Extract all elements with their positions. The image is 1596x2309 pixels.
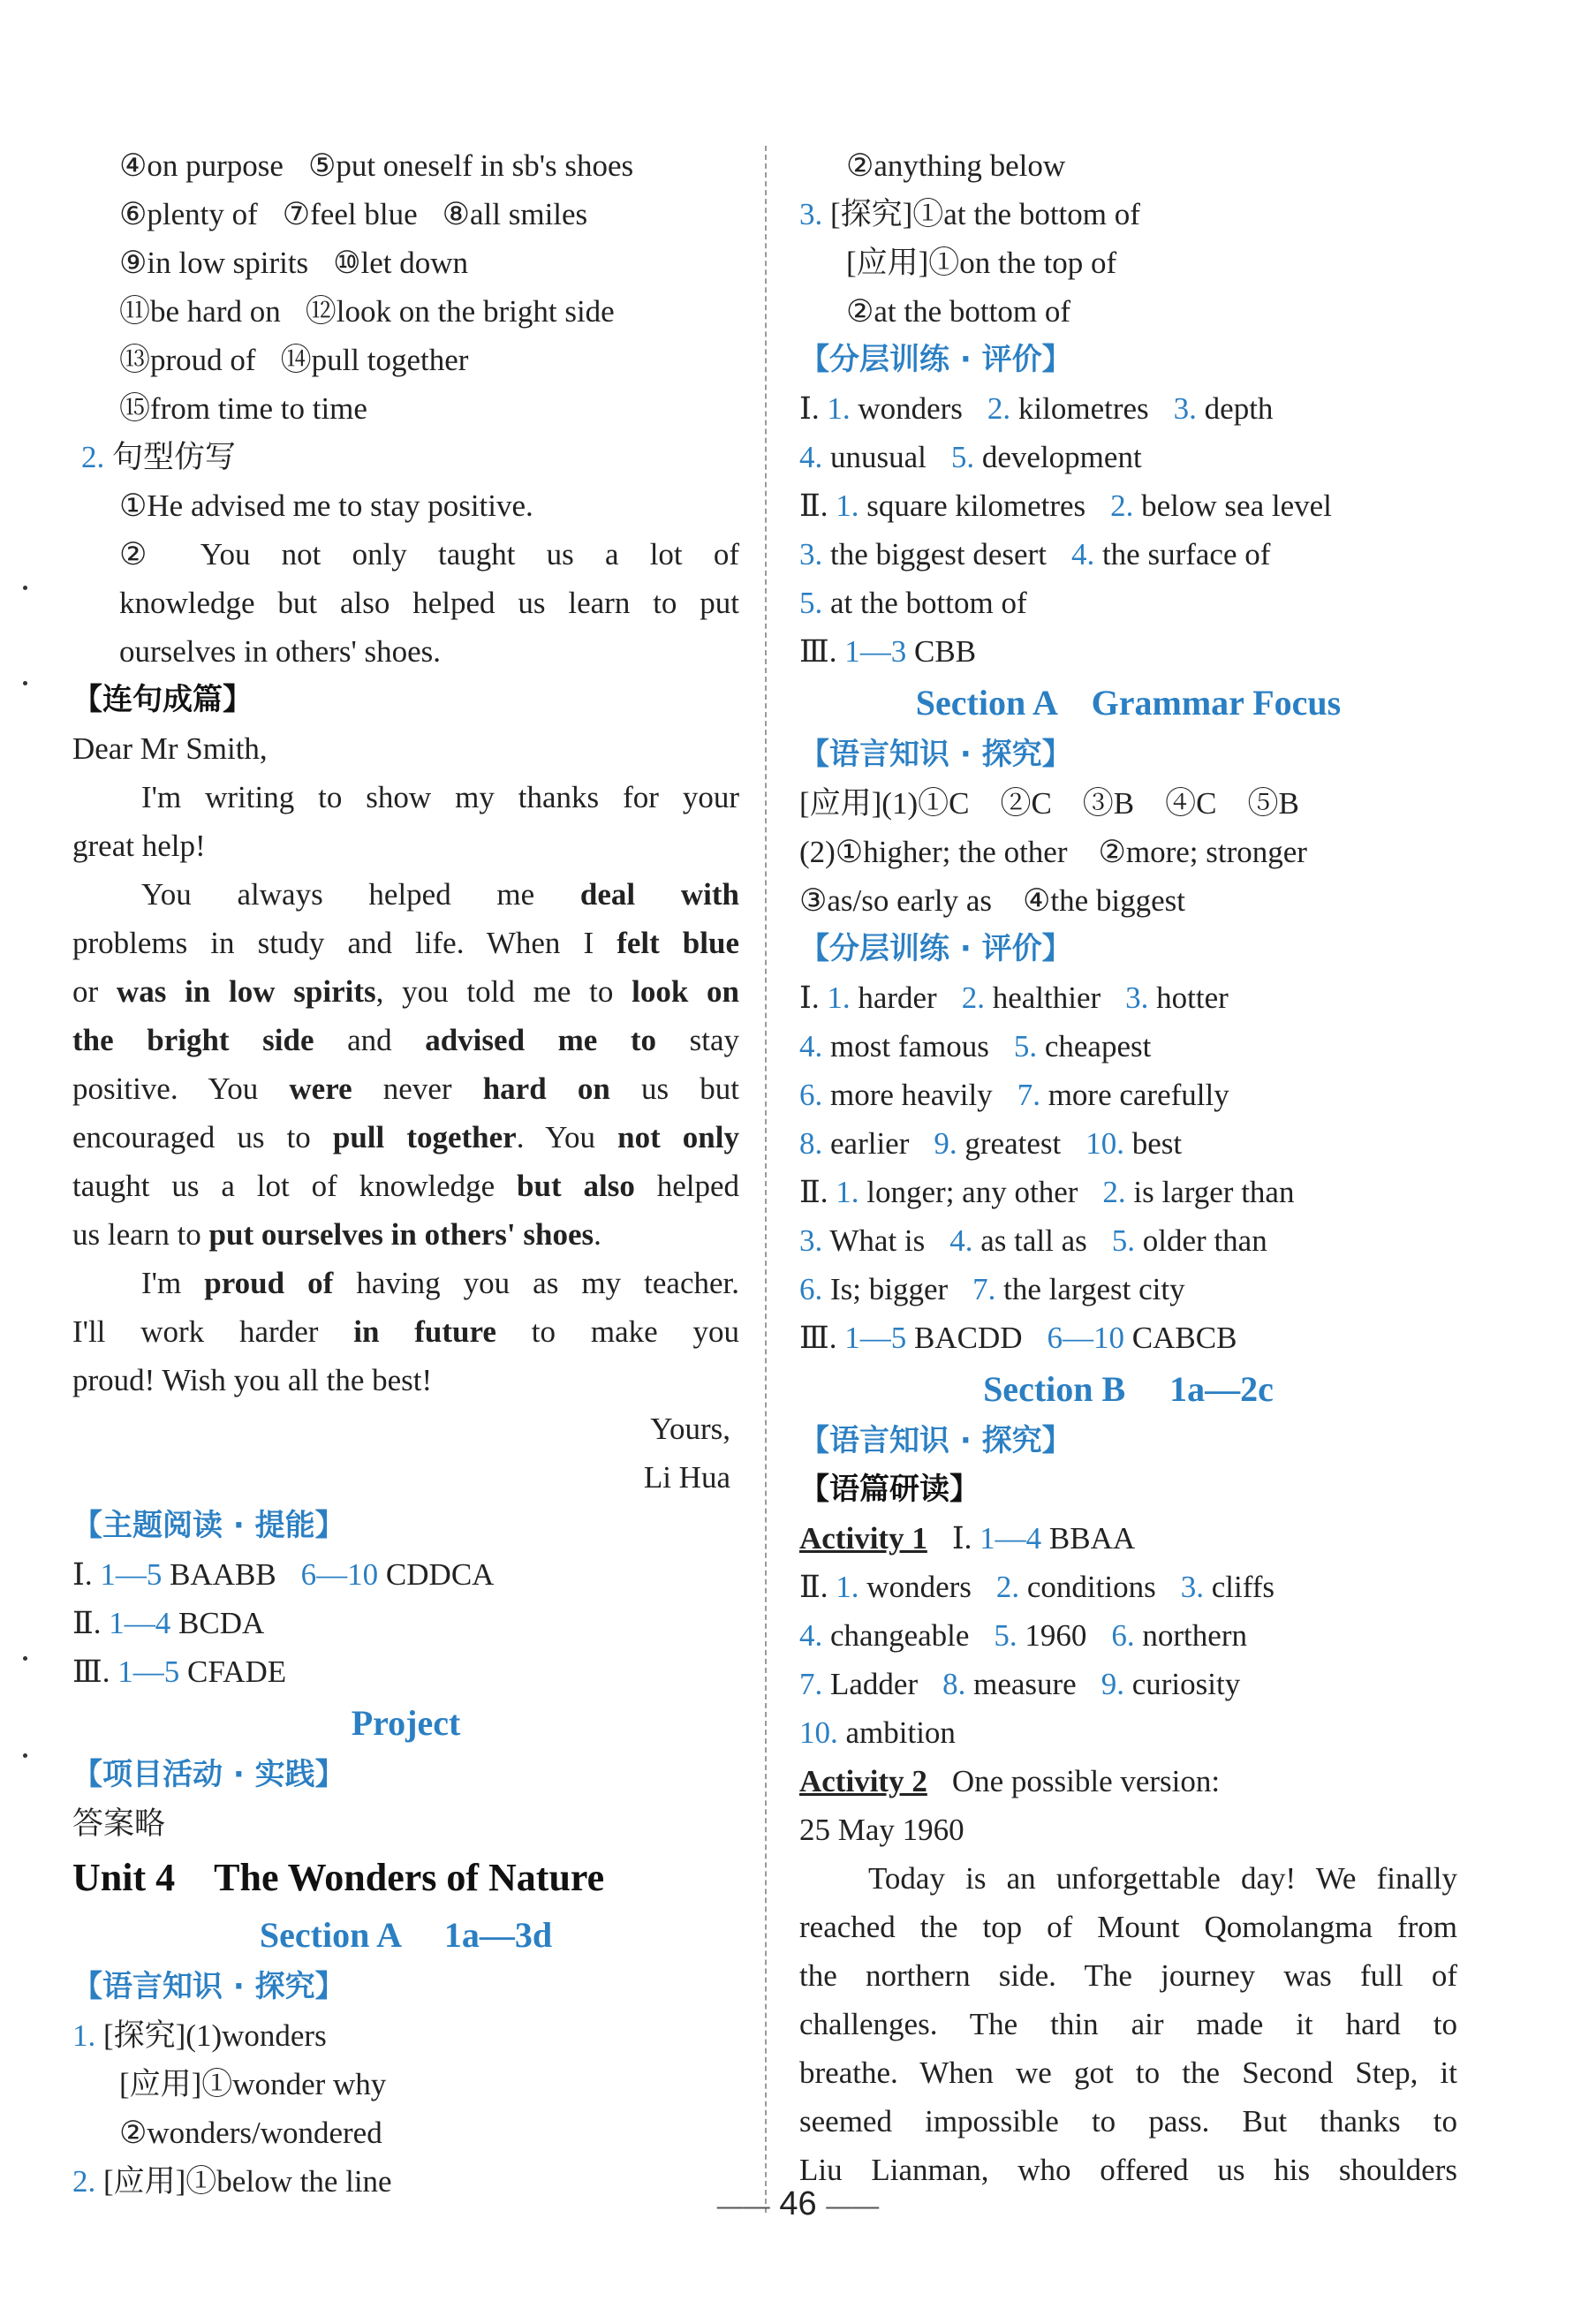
phrase-line: ⑨in low spirits ⑩let down xyxy=(119,246,469,280)
letter-line: I'll work harder in future to make you xyxy=(72,1314,739,1349)
letter-line: I'm proud of having you as my teacher. xyxy=(141,1266,739,1300)
exercise-line: Ⅱ. 1. square kilometres 2. below sea level xyxy=(799,488,1332,523)
page-number: 46 xyxy=(779,2185,817,2222)
exercise-line: Ⅰ. 1. harder 2. healthier 3. hotter xyxy=(799,980,1229,1015)
item-1: 1. [探究](1)wonders xyxy=(72,2018,327,2053)
activity-2-line: Activity 2 One possible version: xyxy=(799,1764,1221,1798)
exercise-line: 8. earlier 9. greatest 10. best xyxy=(799,1126,1183,1161)
section-header-yuyan: 【语言知识 · 探究】 xyxy=(799,737,1072,772)
exercise-line: Ⅱ. 1. wonders 2. conditions 3. cliffs xyxy=(799,1570,1275,1604)
section-header-reading: 【主题阅读 · 提能】 xyxy=(72,1508,345,1543)
grammar-answer-line: (2)①higher; the other ②more; stronger xyxy=(799,835,1307,869)
margin-dot xyxy=(23,681,27,685)
letter-line: problems in study and life. When I felt blue xyxy=(72,926,739,960)
grammar-answer-line: ③as/so early as ④the biggest xyxy=(799,883,1185,918)
reading-answer-line: Ⅰ. 1—5 BAABB 6—10 CDDCA xyxy=(72,1557,495,1592)
exercise-line: 4. unusual 5. development xyxy=(799,440,1142,474)
item-2-line: ②anything below xyxy=(846,148,1066,183)
letter-closing: Yours, xyxy=(650,1412,730,1446)
project-title: Project xyxy=(351,1703,461,1743)
item-3: 3. [探究]①at the bottom of xyxy=(799,197,1140,231)
section-a-title: Section A 1a—3d xyxy=(259,1915,553,1955)
section-header-fenceng: 【分层训练 · 评价】 xyxy=(799,931,1072,966)
exercise-line: Ⅰ. 1. wonders 2. kilometres 3. depth xyxy=(799,391,1274,426)
exercise-line: 7. Ladder 8. measure 9. curiosity xyxy=(799,1667,1241,1701)
phrase-line: ⑪be hard on ⑫look on the bright side xyxy=(119,294,615,329)
footer-dash-right: —— xyxy=(826,2192,880,2221)
essay-line: the northern side. The journey was full of xyxy=(799,1958,1457,1993)
project-answer: 答案略 xyxy=(72,1806,166,1841)
item-2: 2. [应用]①below the line xyxy=(72,2164,392,2199)
exercise-line: 3. What is 4. as tall as 5. older than xyxy=(799,1223,1267,1258)
essay-line: challenges. The thin air made it hard to xyxy=(799,2007,1457,2041)
section-header-yuyan: 【语言知识 · 探究】 xyxy=(72,1969,345,2004)
grammar-answer-line: [应用](1)①C ②C ③B ④C ⑤B xyxy=(799,786,1299,821)
phrase-line: ⑥plenty of ⑦feel blue ⑧all smiles xyxy=(119,197,588,231)
page-footer xyxy=(0,2180,1596,2230)
item-3-line: ②at the bottom of xyxy=(846,294,1070,329)
exercise-line: Ⅲ. 1—5 BACDD 6—10 CABCB xyxy=(799,1321,1237,1355)
essay-date: 25 May 1960 xyxy=(799,1813,964,1847)
phrase-line: ⑮from time to time xyxy=(119,391,367,426)
section-header-yuyan: 【语言知识 · 探究】 xyxy=(799,1423,1072,1458)
letter-signature: Li Hua xyxy=(643,1460,730,1495)
item-1-line: ②wonders/wondered xyxy=(119,2116,382,2150)
exercise-line: Ⅱ. 1. longer; any other 2. is larger than xyxy=(799,1175,1295,1209)
section-b-title: Section B 1a—2c xyxy=(983,1369,1274,1409)
section-header-project: 【项目活动 · 实践】 xyxy=(72,1757,345,1792)
section-header-lianju: 【连句成篇】 xyxy=(72,682,253,717)
letter-line: taught us a lot of knowledge but also helped xyxy=(72,1169,740,1203)
answer-line: ①He advised me to stay positive. xyxy=(119,488,533,523)
letter-greeting: Dear Mr Smith, xyxy=(72,731,268,766)
letter-line: the bright side and advised me to stay xyxy=(72,1023,739,1057)
left-column xyxy=(72,141,739,2206)
letter-line: us learn to put ourselves in others' shoes. xyxy=(72,1217,601,1252)
phrase-line: ④on purpose ⑤put oneself in sb's shoes xyxy=(119,148,634,183)
right-column xyxy=(799,141,1457,2194)
margin-dot xyxy=(23,1656,27,1661)
footer-dash-left: —— xyxy=(716,2192,770,2221)
letter-line: positive. You were never hard on us but xyxy=(72,1071,739,1106)
margin-dot xyxy=(23,586,27,590)
reading-answer-line: Ⅲ. 1—5 CFADE xyxy=(72,1654,287,1689)
answer-line: ourselves in others' shoes. xyxy=(119,634,442,669)
question-2-heading: 2. 句型仿写 xyxy=(81,440,237,474)
letter-line: I'm writing to show my thanks for your xyxy=(141,780,739,814)
letter-line: or was in low spirits, you told me to look on xyxy=(72,974,740,1009)
phrase-line: ⑬proud of ⑭pull together xyxy=(119,343,469,377)
answer-line: ② You not only taught us a lot of xyxy=(119,537,739,572)
margin-dot xyxy=(23,1753,27,1758)
exercise-line: 6. more heavily 7. more carefully xyxy=(799,1078,1229,1112)
exercise-line: 4. changeable 5. 1960 6. northern xyxy=(799,1618,1247,1653)
exercise-line: 6. Is; bigger 7. the largest city xyxy=(799,1272,1185,1306)
exercise-line: 3. the biggest desert 4. the surface of xyxy=(799,537,1271,572)
letter-line: great help! xyxy=(72,829,206,863)
column-divider xyxy=(765,146,767,2213)
exercise-line: 5. at the bottom of xyxy=(799,586,1027,620)
essay-line: Today is an unforgettable day! We finally xyxy=(868,1861,1457,1896)
essay-line: breathe. When we got to the Second Step, it xyxy=(799,2055,1457,2090)
item-1-line: [应用]①wonder why xyxy=(119,2067,387,2101)
exercise-line: 10. ambition xyxy=(799,1715,956,1750)
letter-line: encouraged us to pull together. You not only xyxy=(72,1120,739,1154)
exercise-line: Ⅲ. 1—3 CBB xyxy=(799,634,977,669)
activity-1-line: Activity 1 Ⅰ. 1—4 BBAA xyxy=(799,1521,1136,1556)
essay-line: seemed impossible to pass. But thanks to xyxy=(799,2104,1457,2139)
item-3-line: [应用]①on the top of xyxy=(846,246,1117,280)
grammar-focus-title: Section A Grammar Focus xyxy=(915,683,1342,723)
unit-title: Unit 4 The Wonders of Nature xyxy=(72,1856,605,1899)
section-header-yupian: 【语篇研读】 xyxy=(799,1472,980,1507)
section-header-fenceng: 【分层训练 · 评价】 xyxy=(799,342,1072,377)
letter-line: You always helped me deal with xyxy=(141,877,739,912)
letter-line: proud! Wish you all the best! xyxy=(72,1363,433,1397)
essay-line: Liu Lianman, who offered us his shoulders xyxy=(799,2153,1457,2187)
exercise-line: 4. most famous 5. cheapest xyxy=(799,1029,1152,1064)
answer-line: knowledge but also helped us learn to put xyxy=(119,586,739,620)
reading-answer-line: Ⅱ. 1—4 BCDA xyxy=(72,1606,265,1640)
essay-line: reached the top of Mount Qomolangma from xyxy=(799,1910,1457,1944)
